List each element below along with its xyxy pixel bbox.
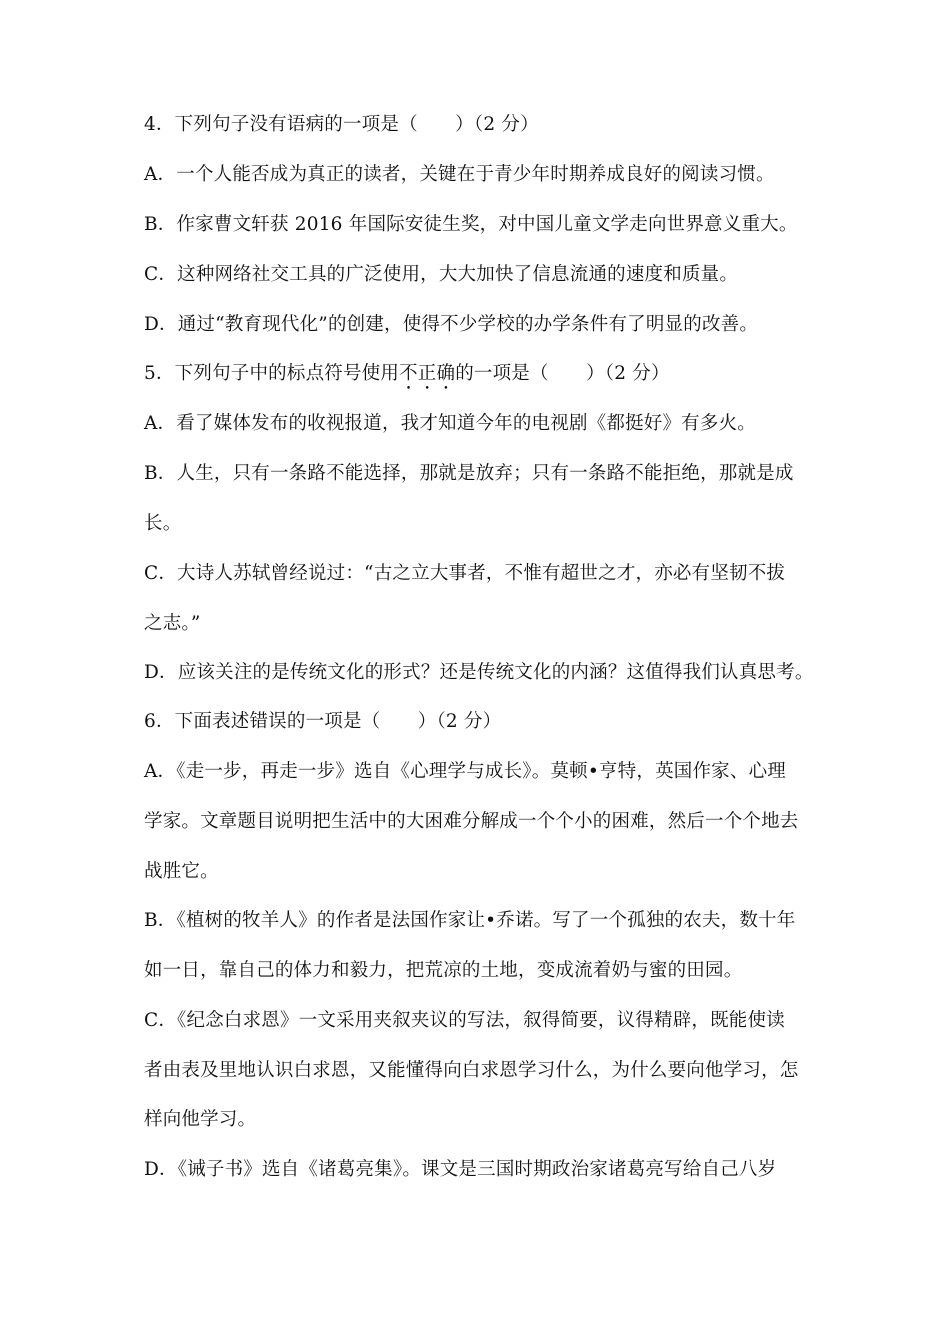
question-5-option-b-line-1: B．人生，只有一条路不能选择，那就是放弃；只有一条路不能拒绝，那就是成 (144, 463, 794, 484)
question-4-option-a: A．一个人能否成为真正的读者，关键在于青少年时期养成良好的阅读习惯。 (144, 164, 775, 185)
question-4-option-b: B．作家曹文轩获 2016 年国际安徒生奖，对中国儿童文学走向世界意义重大。 (144, 214, 798, 235)
question-5-stem (144, 361, 670, 394)
question-6-option-b-line-2: 如一日，靠自己的体力和毅力，把荒凉的土地，变成流着奶与蜜的田园。 (144, 960, 743, 981)
question-6-option-a-line-2: 学家。文章题目说明把生活中的大困难分解成一个个小的困难，然后一个个地去 (144, 811, 799, 832)
question-5-stem-emphasis: 不正确 (399, 363, 456, 384)
question-6-stem: 6．下面表述错误的一项是（ ）（2 分） (144, 711, 502, 732)
question-4-option-c: C．这种网络社交工具的广泛使用，大大加快了信息流通的速度和质量。 (144, 264, 739, 285)
question-6-option-c-line-3: 样向他学习。 (144, 1109, 257, 1130)
question-5-option-c-line-1: C．大诗人苏轼曾经说过：“古之立大事者，不惟有超世之才，亦必有坚韧不拔 (144, 563, 786, 584)
question-5-option-d: D．应该关注的是传统文化的形式？还是传统文化的内涵？这值得我们认真思考。 (144, 662, 814, 683)
question-5-stem-after: 的一项是（ ）（2 分） (455, 363, 670, 384)
question-6-option-d-line-1: D．《诫子书》选自《诸葛亮集》。课文是三国时期政治家诸葛亮写给自己八岁 (144, 1159, 777, 1180)
question-6-option-a-line-3: 战胜它。 (144, 861, 219, 882)
question-6-option-c-line-2: 者由表及里地认识白求恩，又能懂得向白求恩学习什么，为什么要向他学习，怎 (144, 1060, 799, 1081)
question-5-stem-before: 5．下列句子中的标点符号使用 (144, 363, 400, 384)
question-4-stem: 4．下列句子没有语病的一项是（ ）（2 分） (144, 114, 539, 135)
question-6-option-a-line-1: A．《走一步，再走一步》选自《心理学与成长》。莫顿•亨特，英国作家、心理 (144, 761, 786, 782)
question-4-option-d: D．通过“教育现代化”的创建，使得不少学校的办学条件有了明显的改善。 (144, 314, 759, 335)
question-5-option-b-line-2: 长。 (144, 513, 182, 534)
question-6-option-b-line-1: B．《植树的牧羊人》的作者是法国作家让•乔诺。写了一个孤独的农夫，数十年 (144, 910, 796, 931)
question-5-option-c-line-2: 之志。” (144, 613, 201, 634)
question-5-option-a: A．看了媒体发布的收视报道，我才知道今年的电视剧《都挺好》有多火。 (144, 413, 756, 434)
question-6-option-c-line-1: C．《纪念白求恩》一文采用夹叙夹议的写法，叙得简要，议得精辟，既能使读 (144, 1010, 785, 1031)
